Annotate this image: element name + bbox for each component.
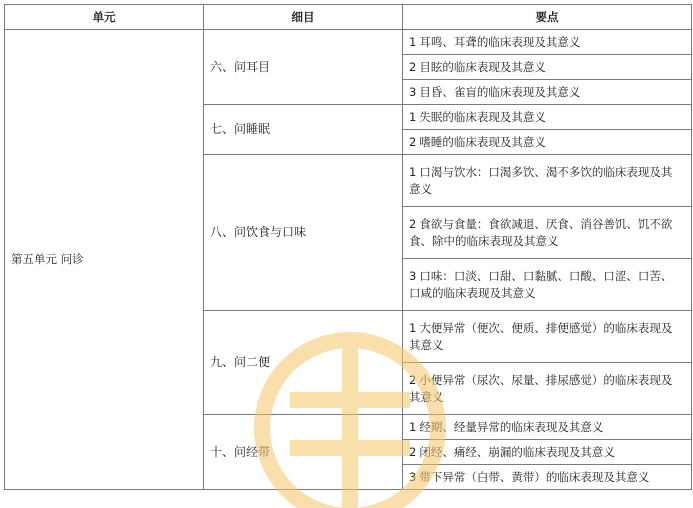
point-number: 3	[409, 469, 417, 484]
point-cell	[403, 311, 692, 363]
point-number: 2	[409, 444, 417, 459]
point-cell	[403, 259, 692, 311]
header-detail: 细目	[204, 5, 403, 30]
point-number: 2	[409, 134, 417, 149]
unit-cell: 第五单元 问诊	[5, 30, 204, 490]
point-text: 食欲与食量：食欲减退、厌食、消谷善饥、饥不欲食、除中的临床表现及其意义	[409, 216, 673, 248]
header-points: 要点	[403, 5, 692, 30]
point-text: 口渴与饮水：口渴多饮、渴不多饮的临床表现及其意义	[409, 164, 673, 196]
point-number: 1	[409, 34, 417, 49]
syllabus-table	[4, 4, 692, 490]
table-row	[5, 30, 692, 55]
point-number: 2	[409, 372, 417, 387]
point-number: 3	[409, 84, 417, 99]
point-number: 2	[409, 216, 417, 231]
point-text: 目眩的临床表现及其意义	[419, 59, 546, 74]
section-title: 六、问耳目	[204, 30, 403, 105]
point-number: 1	[409, 320, 417, 335]
point-cell	[403, 207, 692, 259]
point-cell	[403, 465, 692, 490]
point-text: 闭经、痛经、崩漏的临床表现及其意义	[419, 444, 615, 459]
section-title: 八、问饮食与口味	[204, 155, 403, 311]
point-text: 大便异常（便次、便质、排便感觉）的临床表现及其意义	[409, 320, 673, 352]
point-text: 失眠的临床表现及其意义	[419, 109, 546, 124]
point-text: 嗜睡的临床表现及其意义	[419, 134, 546, 149]
section-title: 十、问经带	[204, 415, 403, 490]
point-cell	[403, 363, 692, 415]
point-number: 1	[409, 164, 417, 179]
point-cell	[403, 55, 692, 80]
point-text: 经期、经量异常的临床表现及其意义	[419, 419, 604, 434]
point-cell	[403, 440, 692, 465]
point-number: 2	[409, 59, 417, 74]
point-number: 3	[409, 268, 417, 283]
point-text: 小便异常（尿次、尿量、排尿感觉）的临床表现及其意义	[409, 372, 673, 404]
point-number: 1	[409, 109, 417, 124]
point-text: 带下异常（白带、黄带）的临床表现及其意义	[419, 469, 650, 484]
point-text: 目昏、雀盲的临床表现及其意义	[419, 84, 581, 99]
point-text: 耳鸣、耳聋的临床表现及其意义	[419, 34, 581, 49]
point-cell	[403, 80, 692, 105]
section-title: 七、问睡眠	[204, 105, 403, 155]
point-cell	[403, 130, 692, 155]
point-cell	[403, 155, 692, 207]
point-cell	[403, 30, 692, 55]
point-cell	[403, 105, 692, 130]
point-text: 口味：口淡、口甜、口黏腻、口酸、口涩、口苦、口咸的临床表现及其意义	[409, 268, 673, 300]
header-unit: 单元	[5, 5, 204, 30]
header-row	[5, 5, 692, 30]
section-title: 九、问二便	[204, 311, 403, 415]
point-cell	[403, 415, 692, 440]
point-number: 1	[409, 419, 417, 434]
